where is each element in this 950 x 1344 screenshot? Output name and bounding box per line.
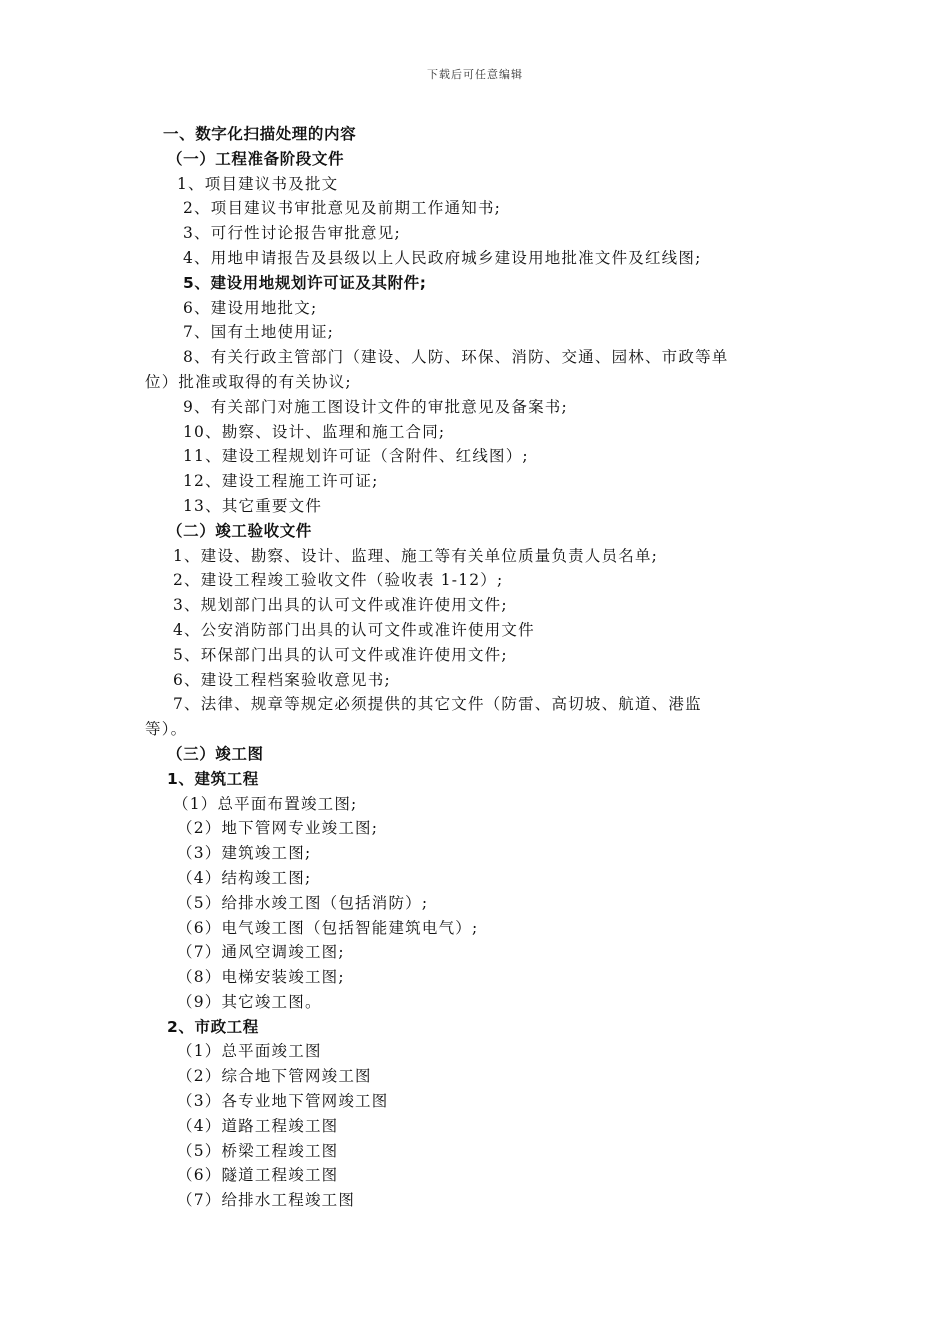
list-item: （6）电气竣工图（包括智能建筑电气）;	[177, 918, 479, 937]
document-body	[145, 122, 825, 1213]
list-item: （9）其它竣工图。	[177, 992, 322, 1011]
list-item-continuation: 位）批准或取得的有关协议;	[145, 372, 352, 391]
list-item: 6、建设工程档案验收意见书;	[173, 670, 391, 689]
list-item: 12、建设工程施工许可证;	[183, 472, 379, 491]
list-item: 6、建设用地批文;	[183, 298, 318, 317]
list-item: 9、有关部门对施工图设计文件的审批意见及备案书;	[183, 397, 568, 416]
category-title: 1、建筑工程	[167, 769, 259, 788]
list-item: 4、公安消防部门出具的认可文件或准许使用文件	[173, 620, 535, 639]
list-item: 11、建设工程规划许可证（含附件、红线图）;	[183, 447, 529, 466]
list-item: （3）各专业地下管网竣工图	[177, 1092, 389, 1111]
list-item: （1）总平面竣工图	[177, 1042, 322, 1061]
list-item: 5、环保部门出具的认可文件或准许使用文件;	[173, 645, 508, 664]
section-title: 一、数字化扫描处理的内容	[163, 125, 357, 143]
list-item: （3）建筑竣工图;	[177, 844, 312, 863]
category-title: 2、市政工程	[167, 1017, 259, 1036]
list-item: （5）桥梁工程竣工图	[177, 1141, 339, 1160]
list-item: 4、用地申请报告及县级以上人民政府城乡建设用地批准文件及红线图;	[183, 248, 702, 267]
list-item: （5）给排水竣工图（包括消防）;	[177, 893, 429, 912]
list-item: 3、可行性讨论报告审批意见;	[183, 224, 401, 243]
list-item: （4）结构竣工图;	[177, 868, 312, 887]
list-item: 7、国有土地使用证;	[183, 323, 335, 342]
list-item: （7）给排水工程竣工图	[177, 1191, 356, 1210]
subsection-title: （一）工程准备阶段文件	[167, 149, 345, 168]
list-item-continuation: 等）。	[145, 720, 188, 739]
list-item: （8）电梯安装竣工图;	[177, 968, 345, 987]
list-item: 2、项目建议书审批意见及前期工作通知书;	[183, 199, 502, 218]
list-item: （7）通风空调竣工图;	[177, 943, 345, 962]
list-item: （1）总平面布置竣工图;	[173, 794, 358, 813]
list-item: （6）隧道工程竣工图	[177, 1166, 339, 1185]
subsection-title: （二）竣工验收文件	[167, 521, 312, 540]
list-item: 5、建设用地规划许可证及其附件;	[183, 273, 427, 292]
list-item: 1、建设、勘察、设计、监理、施工等有关单位质量负责人员名单;	[173, 546, 659, 565]
page-header: 下载后可任意编辑	[427, 68, 523, 81]
list-item: 8、有关行政主管部门（建设、人防、环保、消防、交通、园林、市政等单	[183, 348, 729, 367]
list-item: （2）综合地下管网竣工图	[177, 1067, 372, 1086]
list-item: 13、其它重要文件	[183, 496, 323, 515]
list-item: 1、项目建议书及批文	[177, 174, 339, 193]
list-item: 10、勘察、设计、监理和施工合同;	[183, 422, 446, 441]
subsection-title: （三）竣工图	[167, 744, 264, 763]
list-item: 2、建设工程竣工验收文件（验收表 1-12）;	[173, 571, 504, 590]
list-item: 3、规划部门出具的认可文件或准许使用文件;	[173, 596, 508, 615]
list-item: 7、法律、规章等规定必须提供的其它文件（防雷、高切坡、航道、港监	[173, 695, 702, 714]
list-item: （4）道路工程竣工图	[177, 1116, 339, 1135]
list-item: （2）地下管网专业竣工图;	[177, 819, 379, 838]
